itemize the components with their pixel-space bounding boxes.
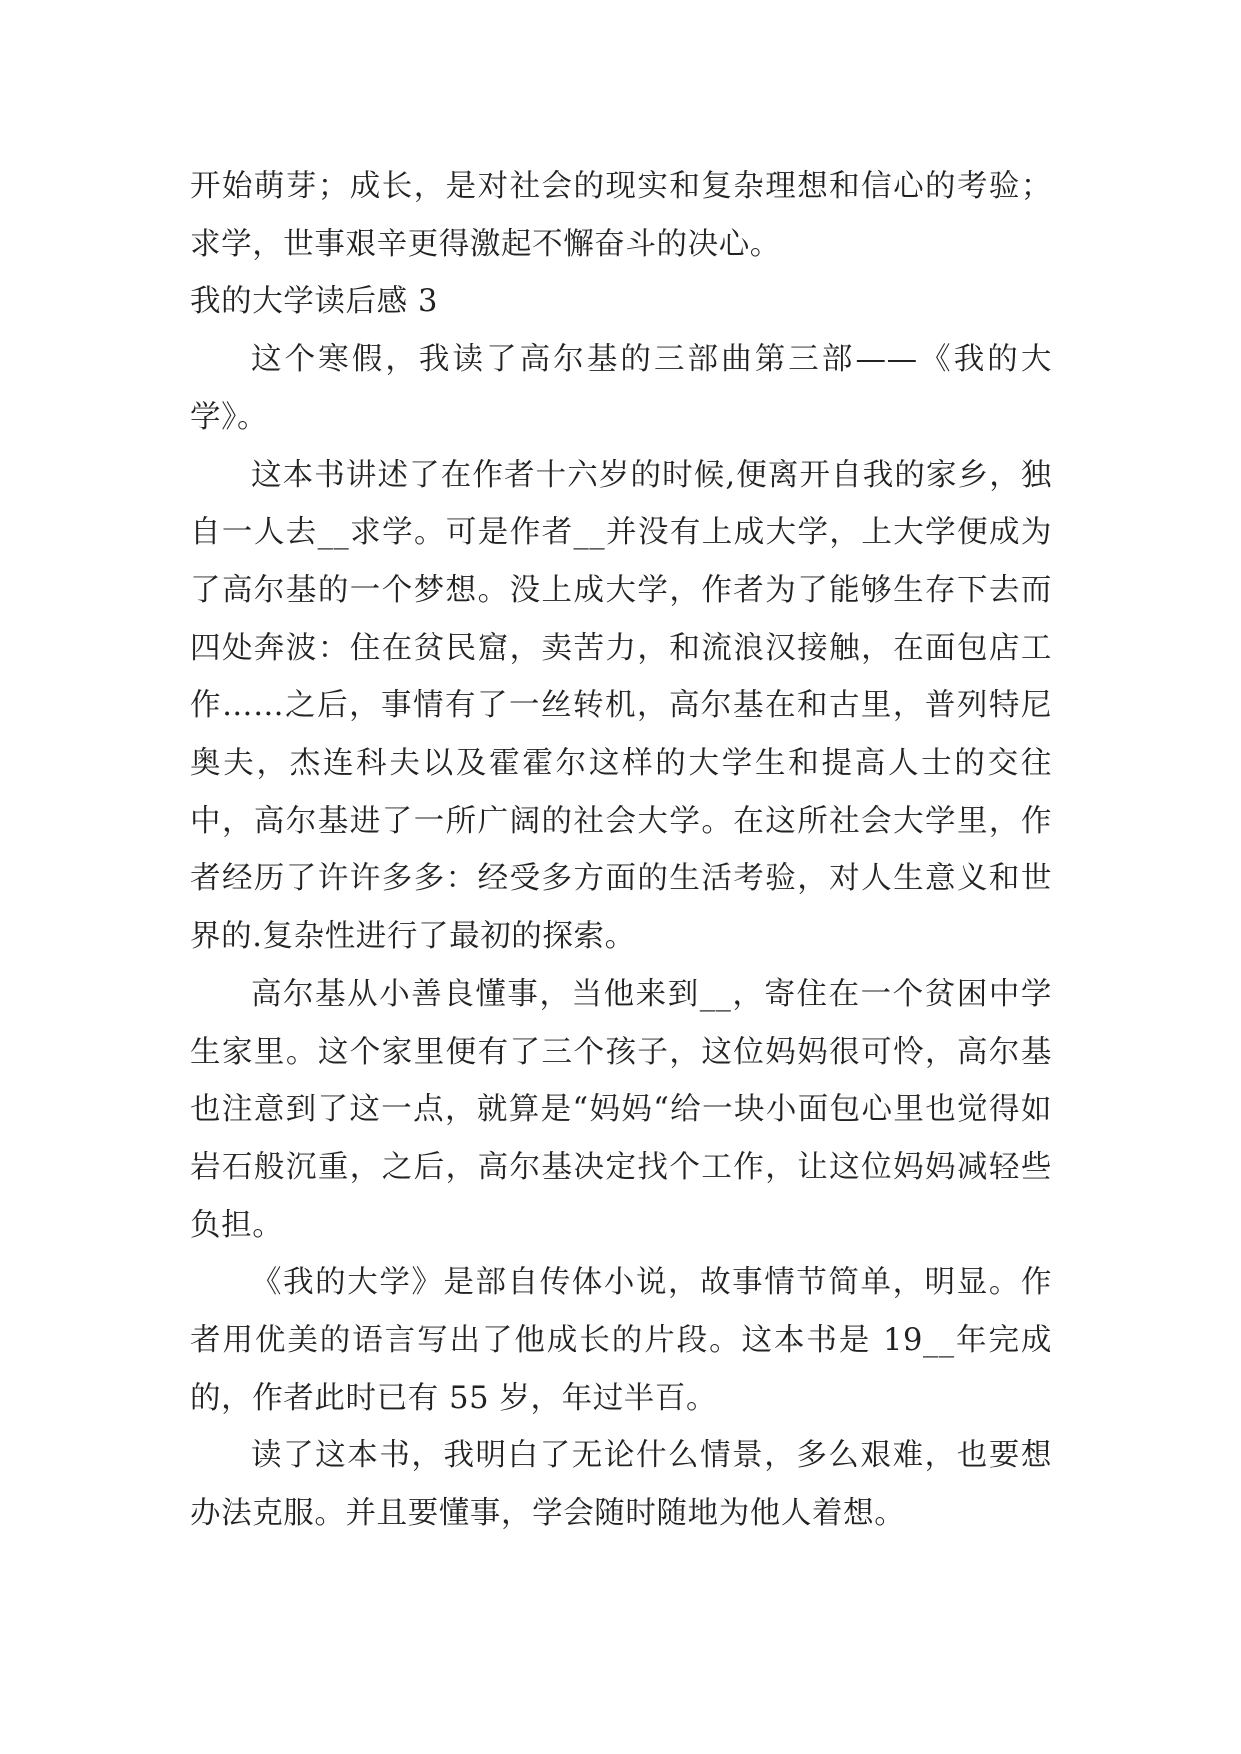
document-body [190,158,1052,1543]
paragraph-3: 高尔基从小善良懂事，当他来到__，寄住在一个贫困中学生家里。这个家里便有了三个孩子，这位妈妈很可怜，高尔基也注意到了这一点，就算是“妈妈“给一块小面包心里也觉得如岩石般沉重，之后，高尔基决定找个工作，让这位妈妈减轻些负担。 [190,976,1052,1243]
paragraph-1: 这个寒假，我读了高尔基的三部曲第三部——《我的大学》。 [190,342,1052,435]
section-title: 我的大学读后感 3 [190,284,438,320]
paragraph-4: 《我的大学》是部自传体小说，故事情节简单，明显。作者用优美的语言写出了他成长的片段。这本书是 19__年完成的，作者此时已有 55 岁，年过半百。 [190,1265,1052,1416]
continuation-paragraph: 开始萌芽；成长，是对社会的现实和复杂理想和信心的考验；求学，世事艰辛更得激起不懈奋斗的决心。 [190,169,1052,262]
paragraph-5: 读了这本书，我明白了无论什么情景，多么艰难，也要想办法克服。并且要懂事，学会随时随地为他人着想。 [190,1438,1052,1532]
paragraph-2: 这本书讲述了在作者十六岁的时候,便离开自我的家乡，独自一人去__求学。可是作者__并没有上成大学，上大学便成为了高尔基的一个梦想。没上成大学，作者为了能够生存下去而四处奔波：住在贫民窟，卖苦力，和流浪汉接触，在面包店工作……之后，事情有了一丝转机，高尔基在和古里，普列特尼奥夫，杰连科夫以及霍霍尔这样的大学生和提高人士的交往中，高尔基进了一所广阔的社会大学。在这所社会大学里，作者经历了许许多多：经受多方面的生活考验，对人生意义和世界的.复杂性进行了最初的探索。 [190,457,1052,955]
